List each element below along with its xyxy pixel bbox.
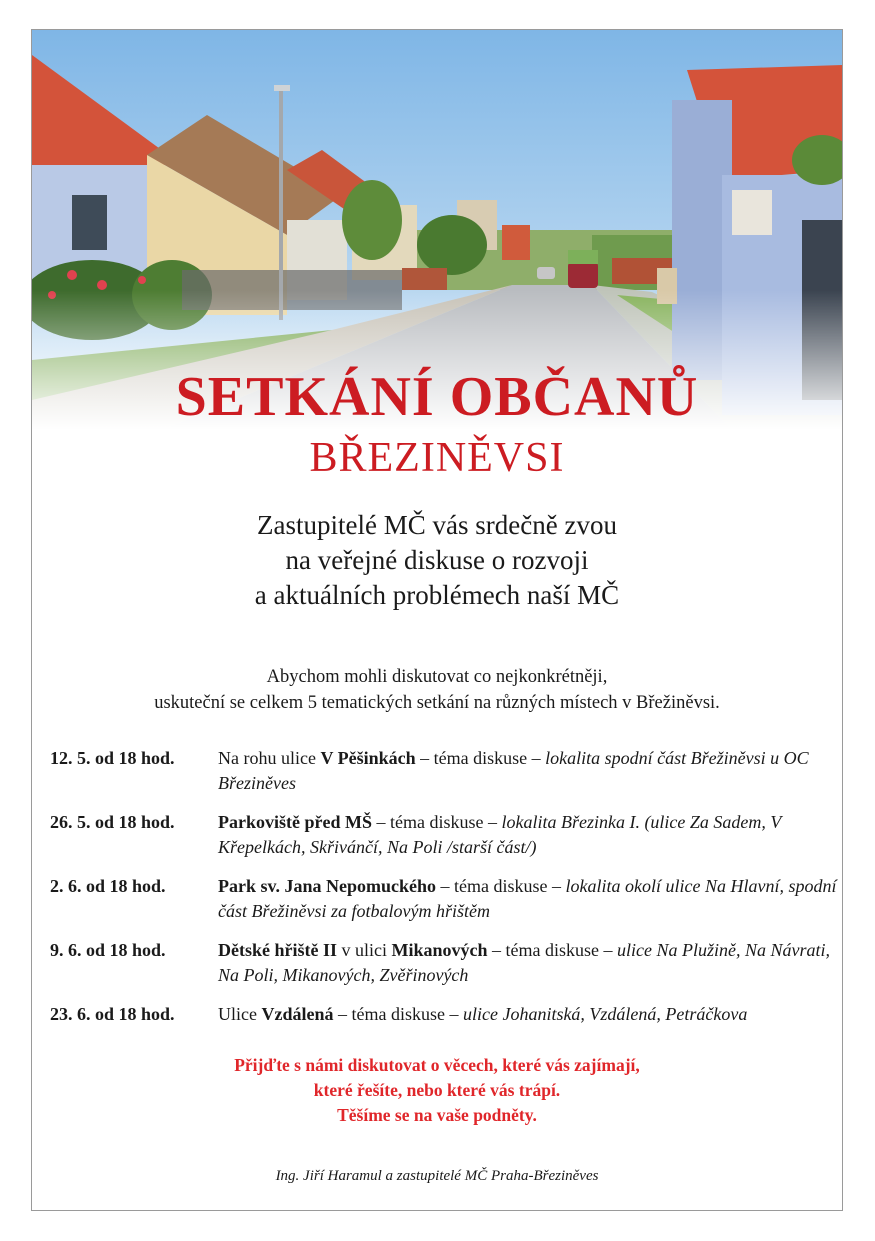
discussion-topic: lokalita okolí ulice Na Hlavní, spodní část Břežiněvsi za fotbalovým hřištěm: [218, 876, 837, 921]
intro-line: Zastupitelé MČ vás srdečně zvou: [257, 510, 617, 540]
discussion-topic: lokalita Březinka I. (ulice Za Sadem, V Křepelkách, Skřivánčí, Na Poli /starší část/): [218, 812, 782, 857]
location-prefix: Ulice: [218, 1004, 262, 1024]
discussion-topic: ulice Johanitská, Vzdálená, Petráčkova: [462, 1004, 748, 1024]
location-name: V Pěšinkách: [320, 748, 416, 768]
location-street: Mikanových: [391, 940, 488, 960]
invite-line: které řešíte, nebo které vás trápí.: [313, 1080, 561, 1100]
meeting-date: 2. 6. od 18 hod.: [50, 876, 166, 896]
topic-separator: – téma diskuse –: [333, 1004, 463, 1024]
lead-line: uskuteční se celkem 5 tematických setkání na různých místech v Břežiněvsi.: [154, 693, 720, 713]
lead-text: [32, 664, 842, 716]
schedule-row: [50, 810, 840, 860]
poster: [31, 29, 843, 1211]
main-title: SETKÁNÍ OBČANŮ: [175, 366, 699, 428]
location-name: Park sv. Jana Nepomuckého: [218, 876, 437, 896]
invite-line: Přijďte s námi diskutovat o věcech, které vás zajímají,: [234, 1055, 640, 1075]
schedule-row: [50, 1002, 840, 1027]
schedule-row: [50, 938, 840, 988]
meeting-description: [218, 874, 840, 924]
invitation-intro: [32, 508, 842, 613]
discussion-topic: lokalita spodní část Břežiněvsi u OC Březiněves: [218, 748, 809, 793]
meeting-description: [218, 938, 840, 988]
topic-separator: – téma diskuse –: [415, 748, 546, 768]
topic-separator: – téma diskuse –: [371, 812, 502, 832]
meeting-description: [218, 746, 840, 796]
schedule-row: [50, 746, 840, 796]
location-name: Dětské hřiště II: [218, 940, 337, 960]
lead-line: Abychom mohli diskutovat co nejkonkrétněji,: [266, 667, 608, 687]
discussion-topic: ulice Na Plužině, Na Návrati, Na Poli, Mikanových, Zvěřinových: [218, 940, 830, 985]
meeting-date: 12. 5. od 18 hod.: [50, 748, 175, 768]
topic-separator: – téma diskuse –: [436, 876, 566, 896]
schedule-row: [50, 874, 840, 924]
intro-line: na veřejné diskuse o rozvoji: [285, 545, 589, 575]
location-connector: v ulici: [337, 940, 392, 960]
meeting-date: 9. 6. od 18 hod.: [50, 940, 166, 960]
intro-line: a aktuálních problémech naší MČ: [254, 580, 620, 610]
signature: Ing. Jiří Haramul a zastupitelé MČ Praha-Březiněves: [275, 1168, 599, 1184]
location-name: Vzdálená: [261, 1004, 334, 1024]
invitation-closing: [32, 1053, 842, 1128]
invite-line: Těšíme se na vaše podněty.: [337, 1105, 537, 1125]
meeting-schedule: [50, 746, 840, 1041]
meeting-description: [218, 810, 840, 860]
meeting-description: [218, 1002, 840, 1027]
location-name: Parkoviště před MŠ: [218, 812, 372, 832]
meeting-date: 23. 6. od 18 hod.: [50, 1004, 175, 1024]
subtitle: BŘEZINĚVSI: [309, 435, 565, 481]
location-prefix: Na rohu ulice: [218, 748, 321, 768]
topic-separator: – téma diskuse –: [487, 940, 617, 960]
meeting-date: 26. 5. od 18 hod.: [50, 812, 175, 832]
